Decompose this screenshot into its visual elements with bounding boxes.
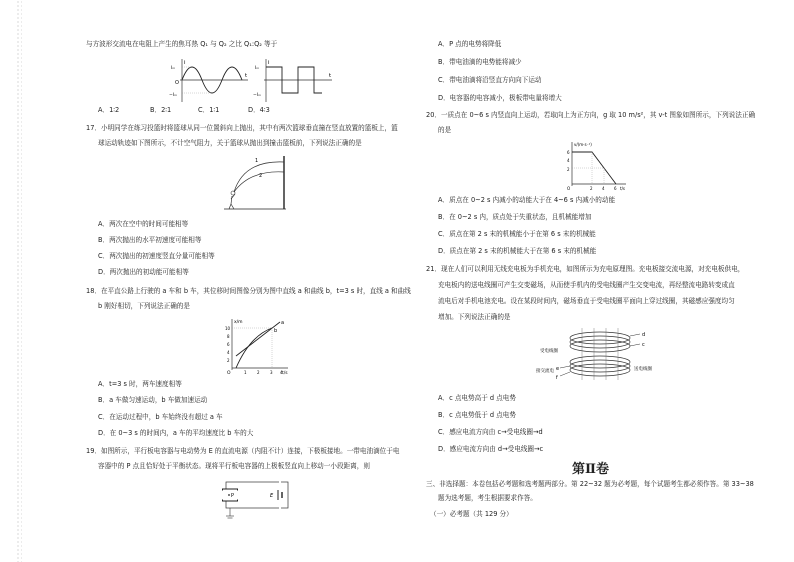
q17-option-a: A．两次在空中的时间可能相等 bbox=[98, 220, 189, 228]
fig16b-im-label: Iₘ bbox=[255, 66, 260, 71]
fig20-y-tick-2: 2 bbox=[567, 167, 570, 172]
fig21-ac-label: 接交流电 bbox=[536, 369, 554, 374]
fig18-y-tick-8: 8 bbox=[227, 334, 230, 339]
fig18-o-label: O bbox=[227, 371, 231, 376]
q18-stem-line2: b 刚好相切，下列说法正确的是 bbox=[98, 302, 190, 310]
fig18-x-tick-2: 2 bbox=[257, 370, 260, 375]
fig18-a-label: a bbox=[281, 320, 285, 326]
q18-option-b: B．a 车做匀速运动，b 车做加速运动 bbox=[98, 396, 208, 404]
fig20-y-label: v/(m·s⁻¹) bbox=[574, 142, 592, 147]
fig18-x-label: t/s bbox=[282, 371, 288, 376]
fig18-y-tick-10: 10 bbox=[225, 326, 231, 331]
q18-stem-line1: 18．在平直公路上行驶的 a 车和 b 车，其位移时间图像分别为图中直线 a 和曲线 b，t=3 s 时，直线 a 和曲线 bbox=[86, 287, 411, 295]
q19-option-d: D．电容器的电容减小，极板带电量将增大 bbox=[438, 94, 562, 102]
fig18-y-label: x/m bbox=[234, 320, 243, 325]
fig20-x-tick-2: 2 bbox=[590, 186, 593, 191]
fig16b-t-label: t bbox=[329, 73, 332, 79]
q20-option-b: B．在 0~2 s 内，质点处于失重状态，且机械能增加 bbox=[438, 213, 592, 221]
fig20-x-tick-4: 4 bbox=[602, 186, 605, 191]
q17-stem-line1: 17．小明同学在练习投篮时将篮球从同一位置斜向上抛出，其中有两次篮球垂直撞在竖直放置的篮板上，篮 bbox=[86, 124, 398, 132]
q19-stem-line1: 19．如图所示，平行板电容器与电动势为 E 的直流电源（内阻不计）连接，下极板接地。一带电油滴位于电 bbox=[86, 447, 400, 455]
q17-option-c: C．两次抛出的初速度竖直分量可能相等 bbox=[98, 252, 215, 260]
q21-stem-line3: 流电后对手机电池充电。设在某段时间内，磁场垂直于受电线圈平面向上穿过线圈，其磁感应强度均匀 bbox=[438, 297, 735, 305]
q19-option-c: C．带电油滴将沿竖直方向向下运动 bbox=[438, 76, 542, 84]
q19-option-a: A．P 点的电势将降低 bbox=[438, 40, 502, 48]
fig21-c-label: c bbox=[642, 342, 645, 348]
section-desc-line2: 题为选考题，考生根据要求作答。 bbox=[438, 494, 537, 502]
fig18-x-tick-3: 3 bbox=[270, 370, 273, 375]
q18-option-a: A．t=3 s 时，两车速度相等 bbox=[98, 380, 182, 388]
fig18-y-tick-6: 6 bbox=[227, 342, 230, 347]
fig19-capacitor-circuit bbox=[218, 476, 298, 522]
fig17-label1: 1 bbox=[255, 158, 259, 164]
q20-option-a: A．质点在 0~2 s 内减小的动能大于在 4~6 s 内减小的动能 bbox=[438, 196, 616, 204]
fig21-f-label: f bbox=[556, 375, 558, 381]
fig19-p-label: P bbox=[231, 493, 235, 499]
q16-option-a: A．1∶2 bbox=[98, 106, 120, 114]
fig20-x-tick-6: 6 bbox=[614, 186, 617, 191]
q17-option-d: D．两次抛出的初动能可能相等 bbox=[98, 268, 189, 276]
binding-margin bbox=[16, 0, 22, 562]
q18-option-d: D．在 0~3 s 的时间内，a 车的平均速度比 b 车的大 bbox=[98, 429, 254, 437]
q20-stem-line1: 20．一质点在 0~6 s 内竖直向上运动，若取向上为正方向，g 取 10 m/s²，其 v-t 图象如图所示，下列说法正确 bbox=[426, 111, 756, 119]
fig16b-neg-im-label: −Iₘ bbox=[253, 93, 261, 98]
intro-line: 与方波形交流电在电阻上产生的焦耳热 Q₁ 与 Q₂ 之比 Q₁:Q₂ 等于 bbox=[86, 40, 278, 48]
q20-option-c: C．质点在第 2 s 末的机械能小于在第 6 s 末的机械能 bbox=[438, 230, 596, 238]
fig20-vt-graph bbox=[562, 140, 632, 192]
fig16-o-label: O bbox=[175, 80, 179, 86]
fig16-waveforms bbox=[170, 56, 340, 104]
fig19-e-label: E bbox=[270, 493, 274, 499]
fig21-wireless-charging bbox=[536, 326, 666, 386]
q21-stem-line4: 增加。下列说法正确的是 bbox=[438, 313, 511, 321]
fig16-neg-im-label: −Iₘ bbox=[169, 93, 177, 98]
q18-option-c: C．在运动过程中，b 车始终没有超过 a 车 bbox=[98, 413, 223, 421]
fig16b-i-label: i bbox=[268, 60, 270, 66]
fig16-i-label: i bbox=[184, 60, 186, 66]
section-sub: （一）必考题（共 129 分） bbox=[430, 510, 513, 518]
q21-option-a: A．c 点电势高于 d 点电势 bbox=[438, 394, 516, 402]
q20-stem-line2: 的是 bbox=[438, 126, 452, 134]
fig21-d-label: d bbox=[642, 332, 646, 338]
section-title: 第Ⅱ卷 bbox=[572, 462, 609, 477]
q21-stem-line2: 充电板内的送电线圈可产生交变磁场，从而使手机内的受电线圈产生交变电流，再经整流电路转变成直 bbox=[438, 281, 735, 289]
fig20-y-tick-4: 4 bbox=[567, 158, 570, 163]
q16-option-c: C．1∶1 bbox=[198, 106, 220, 114]
fig18-y-tick-4: 4 bbox=[227, 350, 230, 355]
fig18-x-tick-1: 1 bbox=[244, 370, 247, 375]
q20-option-d: D．质点在第 2 s 末的机械能大于在第 6 s 末的机械能 bbox=[438, 247, 597, 255]
fig21-receiver-label: 受电线圈 bbox=[540, 349, 558, 354]
fig20-o-label: O bbox=[567, 186, 571, 191]
q17-option-b: B．两次抛出的水平初速度可能相等 bbox=[98, 236, 202, 244]
q19-option-b: B．带电油滴的电势能将减少 bbox=[438, 58, 522, 66]
q17-stem-line2: 球运动轨迹如下图所示，不计空气阻力，关于篮球从抛出到撞击篮板前，下列说法正确的是 bbox=[98, 139, 362, 147]
q21-stem-line1: 21．现在人们可以利用无线充电板为手机充电，如图所示为充电原理图。充电板接交流电源，对充电板供电， bbox=[426, 265, 745, 273]
fig17-basketball bbox=[222, 154, 292, 212]
fig20-y-tick-6: 6 bbox=[567, 150, 570, 155]
fig21-sender-label: 送电线圈 bbox=[634, 367, 652, 372]
fig18-b-label: b bbox=[274, 328, 278, 334]
fig20-x-label: t/s bbox=[620, 186, 625, 191]
fig16-im-label: Iₘ bbox=[171, 66, 176, 71]
fig18-xt-graph bbox=[222, 316, 294, 376]
q16-option-b: B．2∶1 bbox=[150, 106, 172, 114]
q21-option-d: D．感应电流方向由 d→受电线圈→c bbox=[438, 445, 544, 453]
q16-option-d: D．4∶3 bbox=[248, 106, 270, 114]
fig17-label2: 2 bbox=[259, 173, 263, 179]
fig21-e-label: e bbox=[556, 366, 560, 372]
q19-stem-line2: 容器中的 P 点且恰好处于平衡状态。现将平行板电容器的上极板竖直向上移动一小段距离，则 bbox=[98, 462, 370, 470]
fig16-t-label: t bbox=[245, 73, 248, 79]
q21-option-b: B．c 点电势低于 d 点电势 bbox=[438, 411, 516, 419]
fig18-y-tick-2: 2 bbox=[227, 358, 230, 363]
section-desc-line1: 三、非选择题：本卷包括必考题和选考题两部分。第 22~32 题为必考题，每个试题考生都必须作答。第 33~38 bbox=[426, 480, 754, 488]
q21-option-c: C．感应电流方向由 c→受电线圈→d bbox=[438, 428, 543, 436]
fig18-x-tick-4: 4 bbox=[280, 370, 283, 375]
